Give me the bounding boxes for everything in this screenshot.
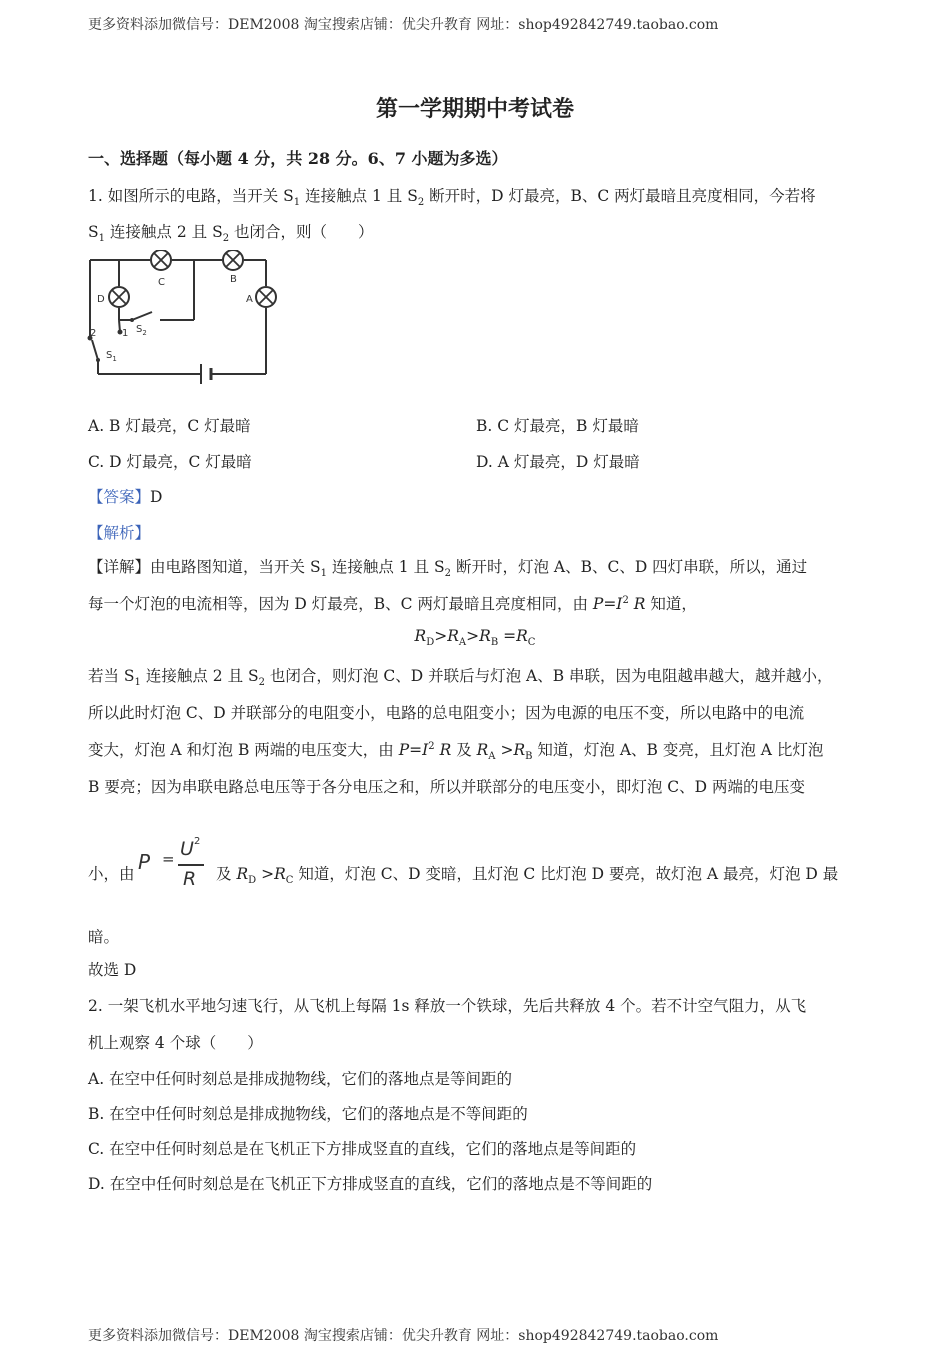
q1-detail-line8: 暗。 (88, 928, 120, 946)
q1-option-d: D. A 灯最亮，D 灯最暗 (476, 453, 640, 471)
q1-detail-line5: 变大，灯泡 A 和灯泡 B 两端的电压变大，由 $P=I^2$ R 及 $R_A >R_B$ 知道，灯泡 A、B 变亮，且灯泡 A 比灯泡 (88, 740, 824, 763)
q1-detail-line2: 每一个灯泡的电流相等，因为 D 灯最亮，B、C 两灯最暗且亮度相同，由 $P=I^2$ R 知道， (88, 594, 697, 613)
q2-stem-line2: 机上观察 4 个球（ ） (88, 1034, 263, 1052)
q1-answer: 【答案】D (88, 488, 163, 506)
q1-option-b: B. C 灯最亮，B 灯最暗 (476, 417, 639, 435)
q1-detail-line3: 若当 $S_1$ 连接触点 2 且 $S_2$ 也闭合，则灯泡 C、D 并联后与灯泡 A、B 串联，因为电阻越串越大，越并越小， (88, 667, 833, 689)
q1-detail-line6: B 要亮；因为串联电路总电压等于各分电压之和，所以并联部分的电压变小，即灯泡 C、D 两端的电压变 (88, 778, 805, 796)
q1-stem-line1: 1. 如图所示的电路，当开关 $S_1$ 连接触点 1 且 $S_2$ 断开时，D 灯最亮，B、C 两灯最暗且亮度相同，今若将 (88, 187, 816, 209)
section-heading: 一、选择题（每小题 4 分，共 28 分。6、7 小题为多选） (88, 149, 508, 168)
q2-option-d: D. 在空中任何时刻总是在飞机正下方排成竖直的直线，它们的落地点是不等间距的 (88, 1175, 653, 1193)
q1-detail-line7-end: 及 $R_D >R_C$ 知道，灯泡 C、D 变暗，且灯泡 C 比灯泡 D 要亮，故灯泡 A 最亮，灯泡 D 最 (216, 865, 839, 887)
q1-analysis-tag: 【解析】 (88, 524, 151, 542)
label-d: D (97, 294, 105, 305)
q1-conclusion: 故选 D (88, 961, 137, 979)
label-a: A (246, 294, 253, 305)
q2-option-b: B. 在空中任何时刻总是排成抛物线，它们的落地点是不等间距的 (88, 1105, 528, 1123)
q2-option-a: A. 在空中任何时刻总是排成抛物线，它们的落地点是等间距的 (88, 1070, 513, 1088)
q1-option-c: C. D 灯最亮，C 灯最暗 (88, 453, 252, 471)
lamp-d (109, 287, 129, 307)
resistance-inequality: $R_D>R_A>R_B =R_C$ (414, 627, 536, 649)
lamp-a (256, 287, 276, 307)
q1-detail-line7-start: 小，由 (88, 865, 135, 883)
q2-stem-line1: 2. 一架飞机水平地匀速飞行，从飞机上每隔 1s 释放一个铁球，先后共释放 4 个。若不计空气阻力，从飞 (88, 997, 807, 1015)
power-fraction: P = U 2 R (138, 836, 208, 896)
page-title: 第一学期期中考试卷 (375, 96, 574, 122)
lamp-b (223, 250, 243, 270)
q1-detail-line1: 【详解】由电路图知道，当开关 $S_1$ 连接触点 1 且 $S_2$ 断开时，灯泡 A、B、C、D 四灯串联，所以，通过 (88, 558, 808, 580)
q2-option-c: C. 在空中任何时刻总是在飞机正下方排成竖直的直线，它们的落地点是等间距的 (88, 1140, 637, 1158)
label-s2: $S_2$ (136, 324, 147, 337)
label-contact-1: 1 (122, 328, 129, 339)
q1-detail-line4: 所以此时灯泡 C、D 并联部分的电阻变小，电路的总电阻变小；因为电源的电压不变，所以电路中的电流 (88, 704, 805, 722)
page-header: 更多资料添加微信号：DEM2008 淘宝搜索店铺：优尖升教育 网址：shop492842749.taobao.com (88, 17, 719, 33)
label-s1: $S_1$ (106, 350, 117, 363)
label-c: C (158, 277, 165, 288)
label-b: B (230, 274, 237, 285)
lamp-c (151, 250, 171, 270)
q1-stem-line2: $S_1$ 连接触点 2 且 $S_2$ 也闭合，则（ ） (88, 223, 374, 245)
circuit-diagram (84, 250, 284, 390)
label-contact-2: 2 (90, 328, 97, 339)
page-footer: 更多资料添加微信号：DEM2008 淘宝搜索店铺：优尖升教育 网址：shop492842749.taobao.com (88, 1328, 719, 1344)
q1-option-a: A. B 灯最亮，C 灯最暗 (88, 417, 251, 435)
